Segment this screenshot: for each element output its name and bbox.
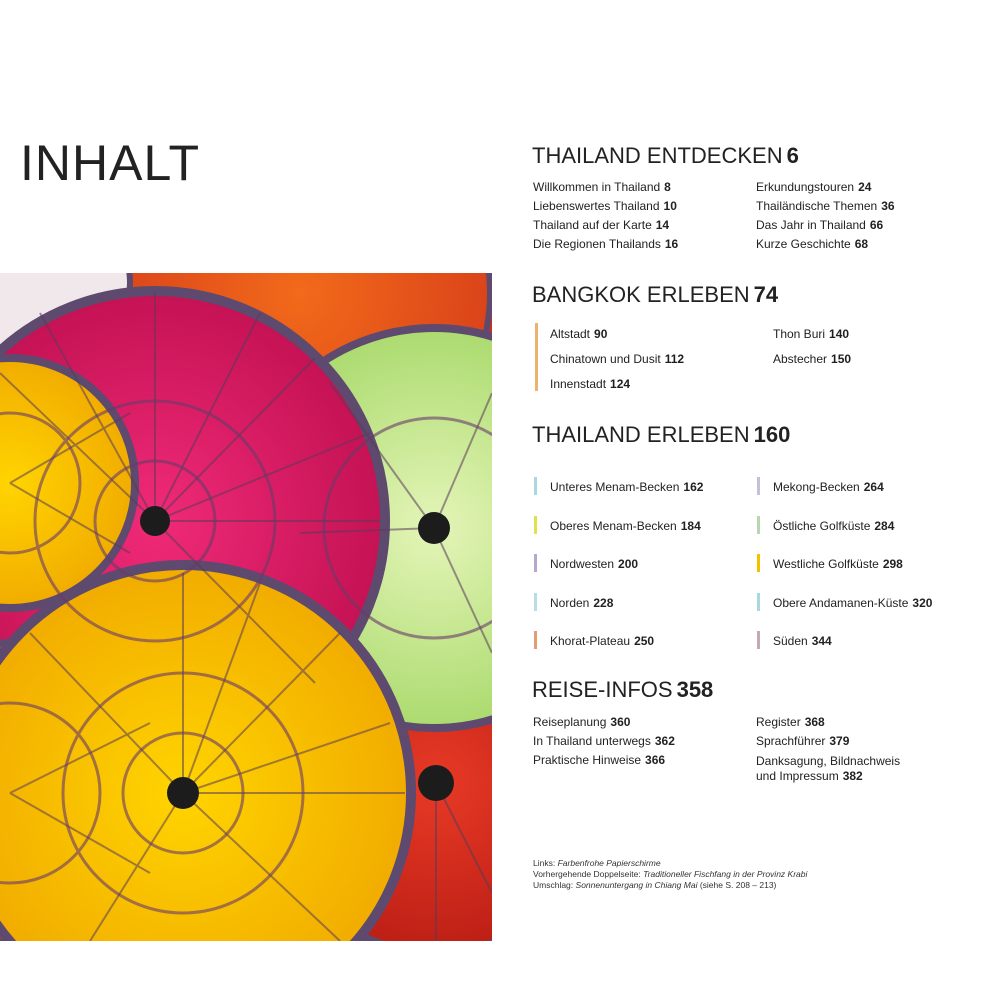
toc-entry[interactable]: Khorat-Plateau 250	[550, 633, 654, 649]
section-title-label: BANGKOK ERLEBEN	[532, 282, 750, 307]
toc-entry[interactable]: Die Regionen Thailands 16	[533, 237, 679, 251]
section-page-number: 358	[676, 677, 714, 702]
toc-entry[interactable]: Abstecher 150	[773, 352, 852, 366]
section-title-label: THAILAND ERLEBEN	[532, 422, 750, 447]
toc-entry[interactable]: Altstadt 90	[550, 327, 608, 341]
region-color-bar	[757, 554, 760, 572]
region-color-bar	[757, 593, 760, 611]
toc-entry[interactable]: Erkundungstouren 24	[756, 180, 872, 194]
section-page-number: 160	[753, 422, 791, 447]
toc-entry[interactable]: Danksagung, Bildnachweis	[756, 754, 901, 768]
caption-line: Vorhergehende Doppelseite: Traditioneller Fischfang in der Provinz Krabi	[533, 869, 808, 879]
toc-column-left	[533, 713, 675, 770]
toc-entry[interactable]: Das Jahr in Thailand 66	[756, 218, 884, 232]
toc-entry[interactable]: Östliche Golfküste 284	[773, 518, 894, 534]
toc-entry[interactable]: Innenstadt 124	[550, 377, 631, 391]
section-title-infos	[532, 679, 713, 701]
section-page-number: 74	[753, 282, 779, 307]
toc-entry[interactable]: Reiseplanung 360	[533, 715, 631, 729]
toc-column-right	[756, 178, 895, 254]
section-title-bangkok	[532, 284, 778, 306]
toc-entry[interactable]: Oberes Menam-Becken 184	[550, 518, 701, 534]
photo-captions	[533, 858, 807, 891]
region-color-bar	[534, 593, 537, 611]
toc-entry[interactable]: Thon Buri 140	[773, 327, 850, 341]
region-color-bar	[534, 631, 537, 649]
toc-entry[interactable]: Sprachführer 379	[756, 734, 850, 748]
umbrellas-photo	[0, 273, 492, 941]
section-title-entdecken	[532, 145, 799, 167]
section-page-number: 6	[786, 143, 799, 168]
toc-entry[interactable]: Willkommen in Thailand 8	[533, 180, 671, 194]
toc-entry[interactable]: Norden 228	[550, 595, 613, 611]
toc-entry[interactable]: Obere Andamanen-Küste 320	[773, 595, 932, 611]
toc-entry[interactable]: Chinatown und Dusit 112	[550, 352, 685, 366]
region-color-bar	[757, 516, 760, 534]
toc-entry[interactable]: und Impressum 382	[756, 769, 863, 783]
toc-column-left	[533, 178, 678, 254]
toc-entry[interactable]: Unteres Menam-Becken 162	[550, 479, 703, 495]
toc-entry[interactable]: Liebenswertes Thailand 10	[533, 199, 677, 213]
toc-entry[interactable]: In Thailand unterwegs 362	[533, 734, 675, 748]
region-color-bar	[757, 631, 760, 649]
section-title-erleben	[532, 424, 790, 446]
toc-entry[interactable]: Thailand auf der Karte 14	[533, 218, 670, 232]
region-color-bar	[534, 516, 537, 534]
page-title: INHALT	[20, 135, 201, 191]
toc-entry[interactable]: Süden 344	[773, 633, 832, 649]
section-title-label: THAILAND ENTDECKEN	[532, 143, 783, 168]
caption-line: Umschlag: Sonnenuntergang in Chiang Mai (siehe S. 208 – 213)	[533, 880, 777, 890]
toc-entry[interactable]: Register 368	[756, 715, 825, 729]
region-color-bar	[535, 323, 538, 391]
toc-entry[interactable]: Thailändische Themen 36	[756, 199, 895, 213]
toc-entry[interactable]: Kurze Geschichte 68	[756, 237, 869, 251]
region-color-bar	[534, 477, 537, 495]
toc-entry[interactable]: Mekong-Becken 264	[773, 479, 884, 495]
toc-entry[interactable]: Praktische Hinweise 366	[533, 753, 666, 767]
section-title-label: REISE-INFOS	[532, 677, 673, 702]
region-color-bar	[534, 554, 537, 572]
caption-line: Links: Farbenfrohe Papierschirme	[533, 858, 661, 868]
toc-entry[interactable]: Nordwesten 200	[550, 556, 638, 572]
toc-entry[interactable]: Westliche Golfküste 298	[773, 556, 903, 572]
region-color-bar	[757, 477, 760, 495]
toc-column-right	[756, 713, 900, 783]
